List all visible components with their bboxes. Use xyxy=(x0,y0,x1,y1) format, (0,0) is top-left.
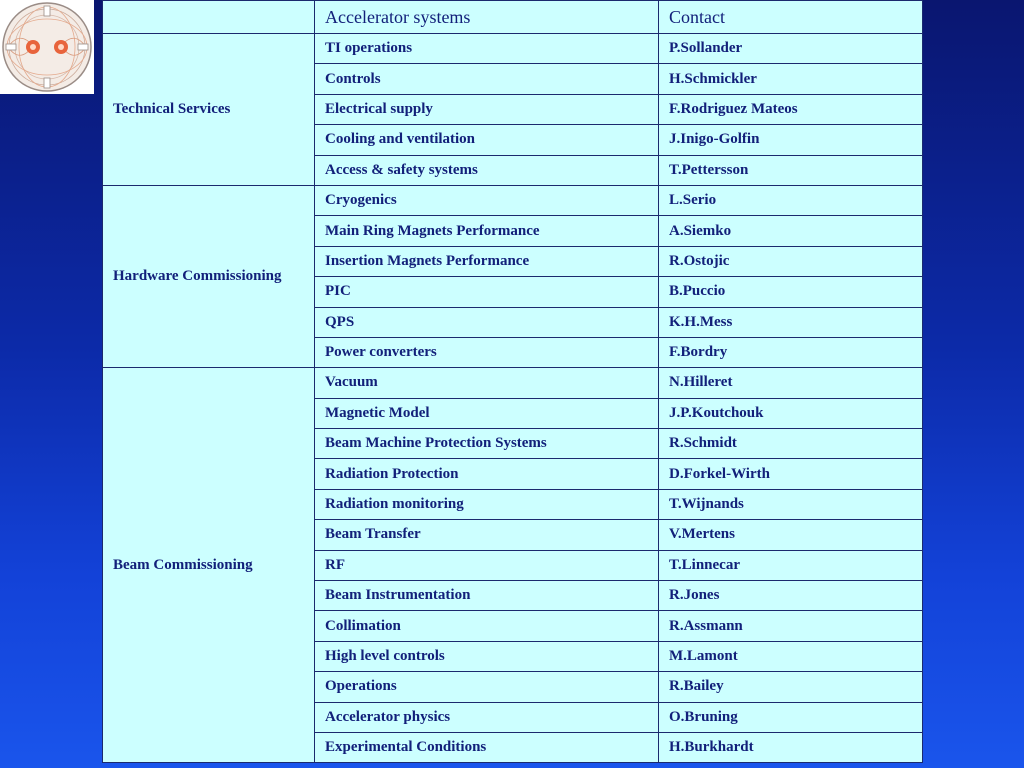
system-cell: RF xyxy=(315,550,659,580)
contact-cell: J.Inigo-Golfin xyxy=(659,125,923,155)
system-cell: Insertion Magnets Performance xyxy=(315,246,659,276)
system-cell: Access & safety systems xyxy=(315,155,659,185)
contact-cell: V.Mertens xyxy=(659,520,923,550)
contact-cell: T.Linnecar xyxy=(659,550,923,580)
contact-cell: R.Assmann xyxy=(659,611,923,641)
system-cell: Radiation monitoring xyxy=(315,489,659,519)
contact-cell: H.Schmickler xyxy=(659,64,923,94)
header-contact: Contact xyxy=(659,1,923,34)
lhc-logo-icon xyxy=(0,0,94,94)
contact-cell: J.P.Koutchouk xyxy=(659,398,923,428)
table-row xyxy=(103,185,923,215)
accelerator-systems-table xyxy=(102,0,922,763)
system-cell: Beam Machine Protection Systems xyxy=(315,429,659,459)
header-group xyxy=(103,1,315,34)
system-cell: Operations xyxy=(315,672,659,702)
contact-cell: A.Siemko xyxy=(659,216,923,246)
system-cell: Cooling and ventilation xyxy=(315,125,659,155)
contact-cell: F.Rodriguez Mateos xyxy=(659,94,923,124)
system-cell: Power converters xyxy=(315,337,659,367)
system-cell: Controls xyxy=(315,64,659,94)
contact-cell: P.Sollander xyxy=(659,34,923,64)
contact-cell: T.Pettersson xyxy=(659,155,923,185)
contact-cell: D.Forkel-Wirth xyxy=(659,459,923,489)
contact-cell: T.Wijnands xyxy=(659,489,923,519)
system-cell: Beam Transfer xyxy=(315,520,659,550)
system-cell: Main Ring Magnets Performance xyxy=(315,216,659,246)
contact-cell: L.Serio xyxy=(659,185,923,215)
contact-cell: N.Hilleret xyxy=(659,368,923,398)
contact-cell: M.Lamont xyxy=(659,641,923,671)
system-cell: TI operations xyxy=(315,34,659,64)
system-cell: Cryogenics xyxy=(315,185,659,215)
system-cell: Accelerator physics xyxy=(315,702,659,732)
system-cell: Collimation xyxy=(315,611,659,641)
contact-cell: R.Ostojic xyxy=(659,246,923,276)
table-row xyxy=(103,368,923,398)
system-cell: Electrical supply xyxy=(315,94,659,124)
group-technical-services: Technical Services xyxy=(103,34,315,186)
system-cell: Radiation Protection xyxy=(315,459,659,489)
system-cell: QPS xyxy=(315,307,659,337)
contact-cell: B.Puccio xyxy=(659,277,923,307)
group-hardware-commissioning: Hardware Commissioning xyxy=(103,185,315,367)
header-accelerator-systems: Accelerator systems xyxy=(315,1,659,34)
system-cell: High level controls xyxy=(315,641,659,671)
group-beam-commissioning: Beam Commissioning xyxy=(103,368,315,763)
lhc-logo-graphic xyxy=(0,0,94,94)
contact-cell: R.Jones xyxy=(659,581,923,611)
system-cell: Magnetic Model xyxy=(315,398,659,428)
contact-cell: K.H.Mess xyxy=(659,307,923,337)
contact-cell: R.Schmidt xyxy=(659,429,923,459)
contact-cell: H.Burkhardt xyxy=(659,732,923,762)
table-header-row xyxy=(103,1,923,34)
contact-cell: O.Bruning xyxy=(659,702,923,732)
contact-cell: F.Bordry xyxy=(659,337,923,367)
system-cell: PIC xyxy=(315,277,659,307)
table-row xyxy=(103,34,923,64)
system-cell: Experimental Conditions xyxy=(315,732,659,762)
system-cell: Vacuum xyxy=(315,368,659,398)
system-cell: Beam Instrumentation xyxy=(315,581,659,611)
contact-cell: R.Bailey xyxy=(659,672,923,702)
